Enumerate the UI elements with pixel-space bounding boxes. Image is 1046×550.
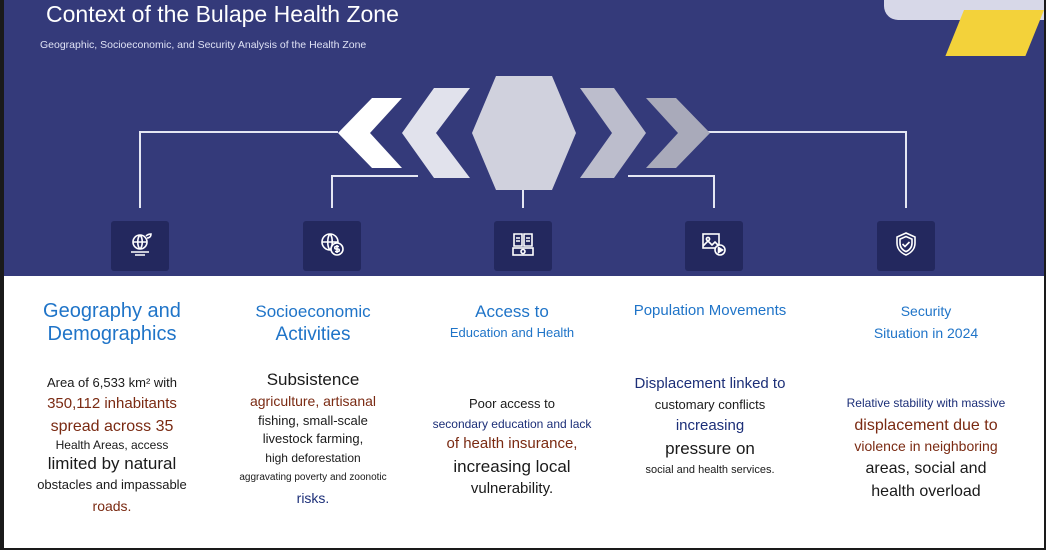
body-line: vulnerability. [470, 479, 554, 497]
body-line: displacement due to [854, 416, 998, 434]
connector-left-inner [332, 176, 418, 208]
column-heading-line: Socioeconomic [255, 302, 371, 321]
body-line: Subsistence [266, 370, 360, 390]
chevron-left-outer [338, 98, 402, 168]
chevron-right-inner [580, 88, 646, 178]
header-band [4, 0, 1044, 276]
body-line: Poor access to [469, 396, 555, 412]
icon-tile-2 [303, 221, 361, 271]
body-line: obstacles and impassable [37, 476, 187, 492]
slide [4, 0, 1044, 548]
body-line: Relative stability with massive [846, 396, 1006, 411]
page-subtitle: Geographic, Socioeconomic, and Security Analysis of the Health Zone [40, 39, 367, 51]
image-play-icon [700, 230, 728, 263]
column-geography [17, 296, 207, 515]
icon-tile-4 [685, 221, 743, 271]
column-heading-line: Activities [275, 323, 351, 345]
body-line: agriculture, artisanal [249, 392, 377, 409]
icon-tile-3 [494, 221, 552, 271]
body-line: Area of 6,533 km² with [46, 375, 178, 390]
column-heading-line: Security [900, 303, 952, 319]
column-heading-line: Access to [475, 302, 549, 321]
body-line: pressure on [665, 438, 755, 458]
body-line: high deforestation [265, 450, 361, 465]
shield-check-icon [892, 230, 920, 263]
column-heading-line: Situation in 2024 [873, 325, 979, 342]
body-line: health overload [871, 482, 981, 500]
column-heading-line: Geography and [43, 300, 181, 322]
body-line: risks. [296, 490, 330, 507]
body-line: livestock farming, [262, 431, 364, 447]
body-line: increasing [675, 416, 745, 434]
column-security [826, 296, 1026, 501]
icon-tile-5 [877, 221, 935, 271]
book-money-icon [509, 230, 537, 263]
body-line: Health Areas, access [55, 437, 169, 452]
body-line: roads. [92, 498, 132, 515]
body-line: customary conflicts [654, 397, 766, 413]
column-heading-line: Population Movements [633, 302, 787, 319]
connector-right-inner [628, 176, 714, 208]
column-heading-line: Demographics [47, 323, 177, 345]
body-line: fishing, small-scale [258, 412, 368, 428]
body-line: social and health services. [645, 464, 775, 477]
center-hexagon [472, 76, 576, 190]
chevron-left-inner [402, 88, 470, 178]
body-line: secondary education and lack [432, 417, 592, 432]
column-heading-line: Education and Health [449, 324, 575, 340]
chevron-right-outer [646, 98, 710, 168]
page-title: Context of the Bulape Health Zone [46, 1, 399, 27]
globe-money-icon [318, 230, 346, 263]
body-line: increasing local [453, 457, 571, 477]
connector-right-outer [706, 132, 906, 208]
body-line: of health insurance, [446, 435, 578, 453]
column-population [614, 296, 806, 477]
column-access [414, 296, 610, 498]
body-line: spread across 35 [50, 417, 174, 435]
body-line: aggravating poverty and zoonotic [239, 472, 387, 484]
connector-left-outer [140, 132, 338, 208]
globe-plant-icon [126, 230, 154, 263]
icon-tile-1 [111, 221, 169, 271]
body-line: violence in neighboring [854, 437, 998, 454]
body-line: limited by natural [47, 454, 177, 474]
body-line: 350,112 inhabitants [47, 394, 177, 412]
column-socioeconomic [217, 296, 409, 507]
body-line: areas, social and [865, 459, 987, 477]
body-line: Displacement linked to [634, 375, 786, 393]
